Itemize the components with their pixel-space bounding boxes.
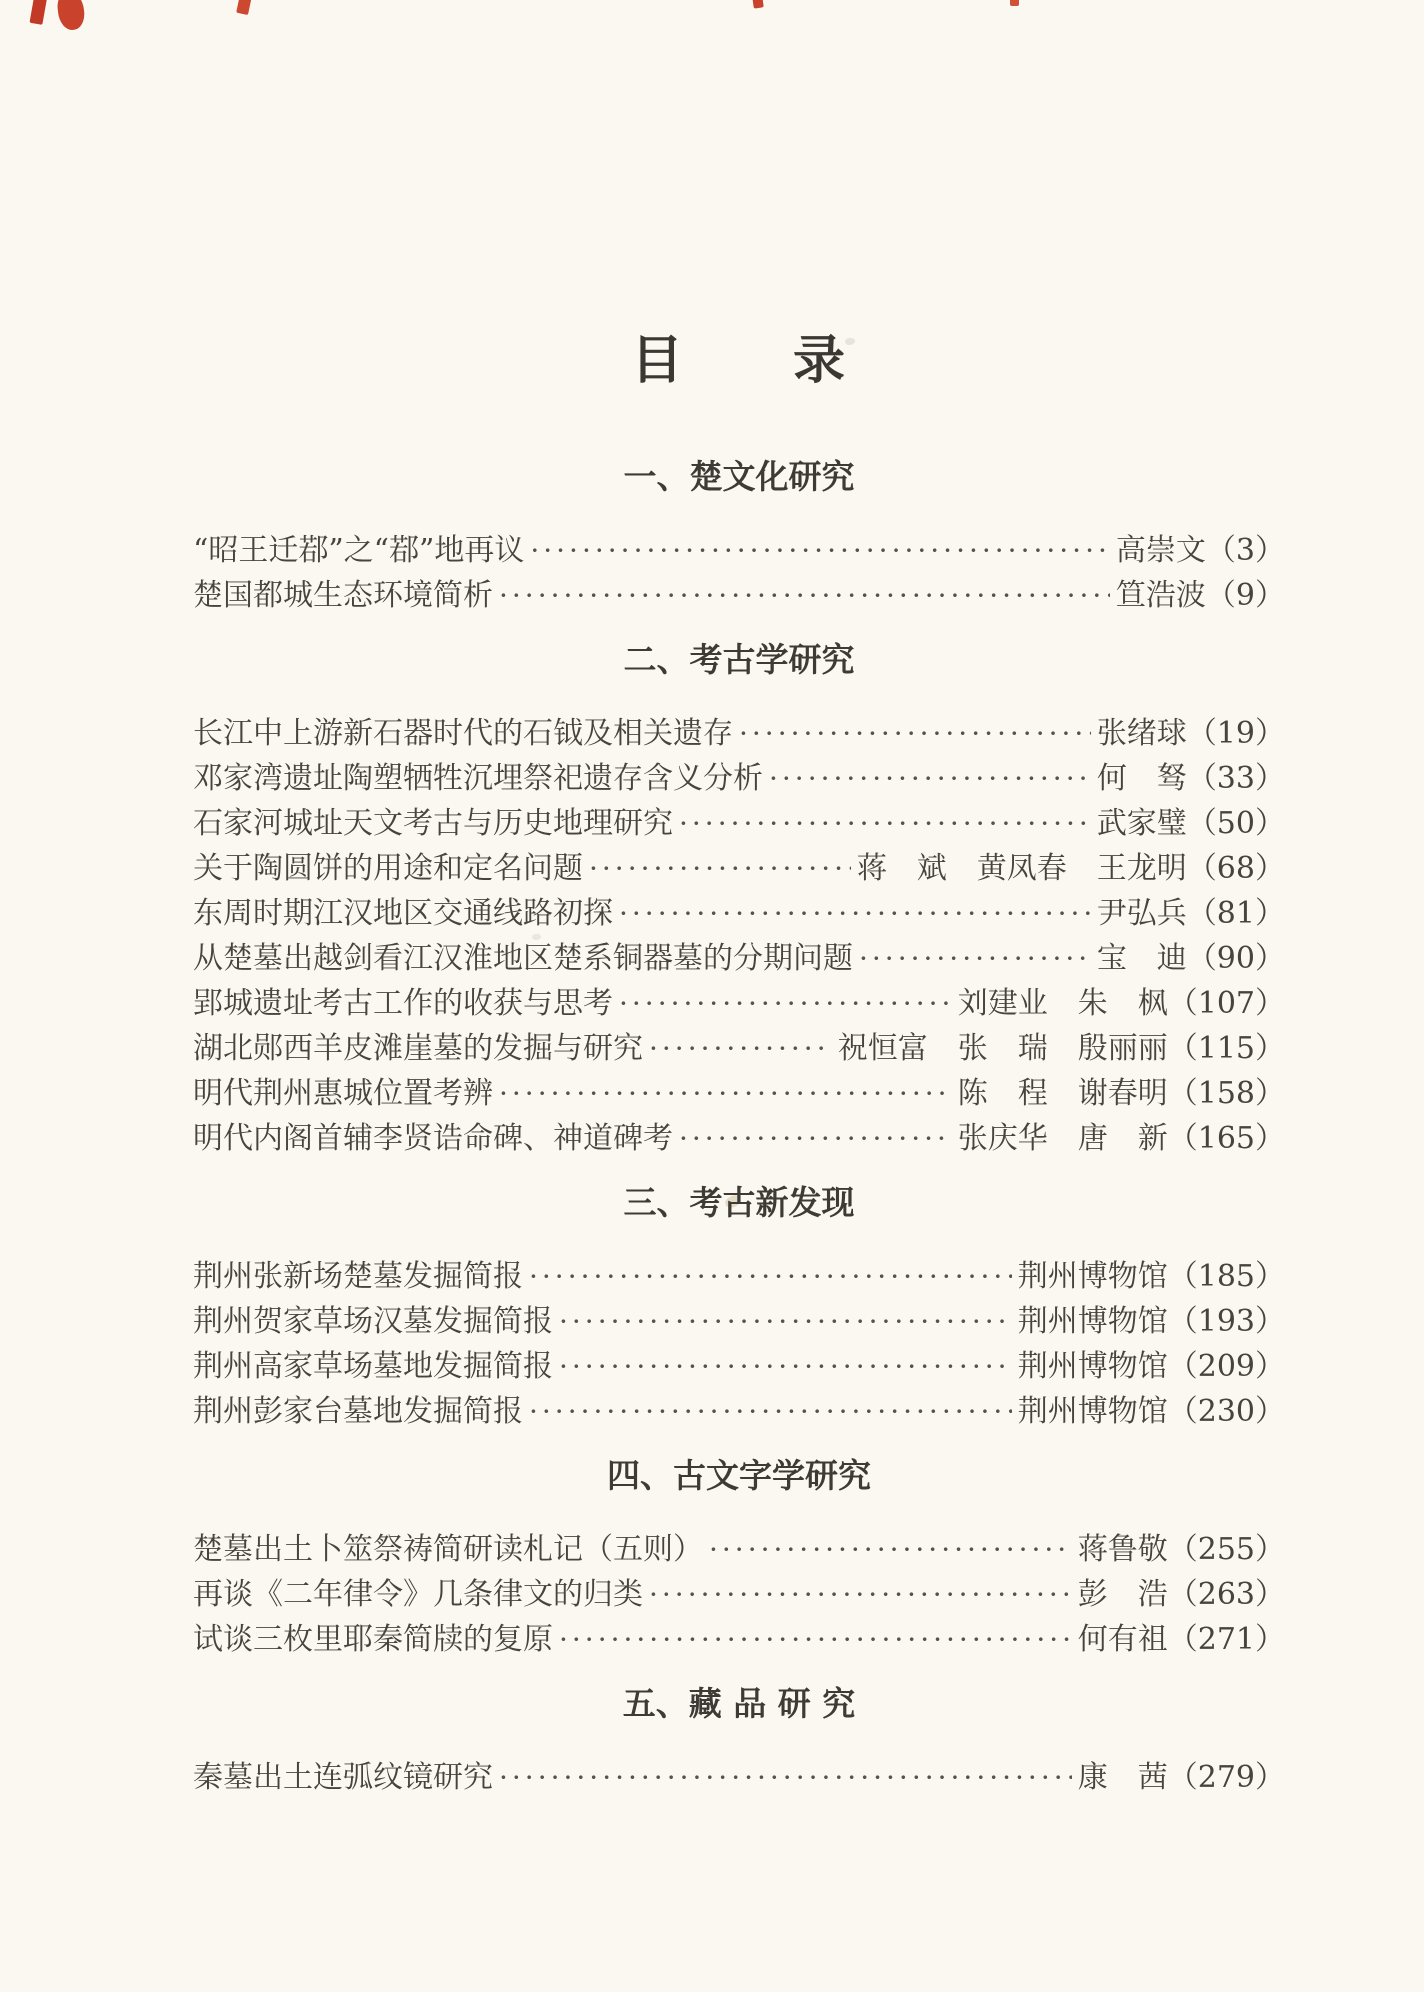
red-scan-artifact [56,0,86,31]
entry-title: 试谈三枚里耶秦简牍的复原 [193,1622,553,1657]
entry-authors: 蒋 斌 黄凤春 王龙明 [856,851,1187,886]
entry-authors: 彭 浩 [1077,1577,1168,1612]
entry-page-number: （230） [1167,1394,1285,1429]
toc-entry [193,1389,1285,1434]
entry-page-number: （68） [1186,851,1285,886]
toc-entry [193,936,1285,981]
dotted-leader [649,1026,832,1071]
toc-entry [193,711,1285,756]
toc-entry [193,1116,1285,1161]
dotted-leader [739,711,1091,756]
dotted-leader [559,1617,1072,1662]
entry-title: 明代荆州惠城位置考辨 [193,1076,493,1111]
entry-title: 明代内阁首辅李贤诰命碑、神道碑考 [193,1121,673,1156]
entry-authors: 尹弘兵 [1096,896,1187,931]
dotted-leader [499,1755,1072,1800]
dotted-leader [529,1389,1012,1434]
section-entries [193,528,1285,618]
dotted-leader [559,1344,1012,1389]
entry-authors: 高崇文 [1115,533,1206,568]
dotted-leader [589,846,851,891]
entry-page-number: （279） [1167,1760,1285,1795]
toc-entry [193,573,1285,618]
toc-content [193,0,1285,1800]
entry-page-number: （158） [1167,1076,1285,1111]
section-entries [193,711,1285,1161]
toc-section [193,455,1285,618]
entry-page-number: （33） [1186,761,1285,796]
entry-authors: 刘建业 朱 枫 [957,986,1168,1021]
section-heading: 四、古文字学研究 [607,1456,871,1495]
dotted-leader [619,981,952,1026]
dotted-leader [530,528,1110,573]
entry-page-number: （81） [1186,896,1285,931]
entry-title: 邓家湾遗址陶塑牺牲沉埋祭祀遗存含义分析 [193,761,763,796]
entry-page-number: （271） [1167,1622,1285,1657]
section-heading: 五、藏 品 研 究 [622,1684,856,1723]
entry-authors: 陈 程 谢春明 [957,1076,1168,1111]
entry-title: 楚国都城生态环境简析 [193,578,493,613]
toc-entry [193,801,1285,846]
section-heading: 三、考古新发现 [623,1183,855,1222]
toc-section [193,638,1285,1161]
dotted-leader [769,756,1091,801]
entry-authors: 笪浩波 [1115,578,1206,613]
dotted-leader [499,1071,952,1116]
entry-authors: 荆州博物馆 [1017,1259,1168,1294]
entry-title: “昭王迁鄀”之“鄀”地再议 [193,533,525,568]
entry-title: 郢城遗址考古工作的收获与思考 [193,986,613,1021]
toc-entry [193,846,1285,891]
entry-page-number: （107） [1167,986,1285,1021]
entry-page-number: （115） [1167,1031,1285,1066]
entry-authors: 蒋鲁敬 [1077,1532,1168,1567]
entry-page-number: （50） [1186,806,1285,841]
entry-authors: 武家璧 [1096,806,1187,841]
toc-section [193,1682,1285,1800]
entry-page-number: （165） [1167,1121,1285,1156]
entry-authors: 荆州博物馆 [1017,1394,1168,1429]
toc-entry [193,1572,1285,1617]
entry-title: 长江中上游新石器时代的石钺及相关遗存 [193,716,733,751]
entry-title: 秦墓出土连弧纹镜研究 [193,1760,493,1795]
entry-title: 楚墓出土卜筮祭祷简研读札记（五则） [193,1532,703,1567]
toc-entry [193,756,1285,801]
toc-entry [193,981,1285,1026]
dotted-leader [679,801,1091,846]
entry-title: 关于陶圆饼的用途和定名问题 [193,851,583,886]
entry-authors: 祝恒富 张 瑞 殷丽丽 [837,1031,1168,1066]
section-heading: 一、楚文化研究 [623,457,855,496]
dotted-leader [859,936,1091,981]
entry-page-number: （263） [1167,1577,1285,1612]
entry-authors: 康 茜 [1077,1760,1168,1795]
entry-authors: 何有祖 [1077,1622,1168,1657]
dotted-leader [499,573,1110,618]
dotted-leader [679,1116,952,1161]
toc-entry [193,528,1285,573]
entry-page-number: （193） [1167,1304,1285,1339]
dotted-leader [709,1527,1072,1572]
entry-authors: 宝 迪 [1096,941,1187,976]
toc-sections [193,455,1285,1800]
entry-authors: 何 驽 [1096,761,1187,796]
dotted-leader [619,891,1091,936]
entry-title: 再谈《二年律令》几条律文的归类 [193,1577,643,1612]
entry-title: 东周时期江汉地区交通线路初探 [193,896,613,931]
entry-page-number: （185） [1167,1259,1285,1294]
entry-title: 石家河城址天文考古与历史地理研究 [193,806,673,841]
page-title: 目 录 [630,330,847,391]
dotted-leader [559,1299,1012,1344]
entry-title: 荆州贺家草场汉墓发掘简报 [193,1304,553,1339]
toc-entry [193,1071,1285,1116]
entry-title: 从楚墓出越剑看江汉淮地区楚系铜器墓的分期问题 [193,941,853,976]
toc-entry [193,1527,1285,1572]
entry-title: 荆州高家草场墓地发掘简报 [193,1349,553,1384]
toc-section [193,1181,1285,1434]
toc-entry [193,1299,1285,1344]
entry-page-number: （90） [1186,941,1285,976]
entry-title: 湖北郧西羊皮滩崖墓的发掘与研究 [193,1031,643,1066]
section-entries [193,1755,1285,1800]
toc-entry [193,1344,1285,1389]
entry-authors: 张绪球 [1096,716,1187,751]
entry-authors: 张庆华 唐 新 [957,1121,1168,1156]
section-entries [193,1527,1285,1662]
toc-entry [193,1026,1285,1071]
entry-page-number: （255） [1167,1532,1285,1567]
entry-title: 荆州张新场楚墓发掘简报 [193,1259,523,1294]
toc-entry [193,1617,1285,1662]
toc-section [193,1454,1285,1662]
toc-entry [193,891,1285,936]
entry-page-number: （9） [1205,578,1285,613]
toc-entry [193,1755,1285,1800]
red-scan-artifact [29,0,47,25]
entry-authors: 荆州博物馆 [1017,1304,1168,1339]
dotted-leader [529,1254,1012,1299]
entry-page-number: （209） [1167,1349,1285,1384]
entry-authors: 荆州博物馆 [1017,1349,1168,1384]
entry-page-number: （19） [1186,716,1285,751]
section-entries [193,1254,1285,1434]
entry-title: 荆州彭家台墓地发掘简报 [193,1394,523,1429]
toc-entry [193,1254,1285,1299]
section-heading: 二、考古学研究 [623,640,855,679]
dotted-leader [649,1572,1072,1617]
entry-page-number: （3） [1205,533,1285,568]
